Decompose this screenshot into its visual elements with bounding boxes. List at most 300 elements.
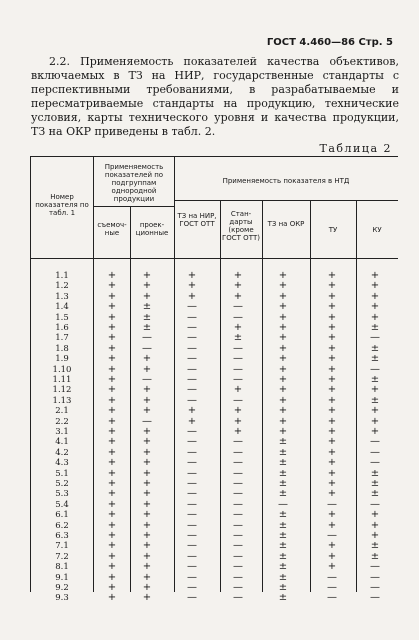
table-row [30, 583, 398, 593]
applicability-mark: — [187, 384, 197, 396]
applicability-mark: ± [278, 571, 288, 583]
applicability-mark: ± [370, 478, 380, 489]
applicability-mark: ± [233, 332, 243, 344]
applicability-mark: + [370, 415, 380, 427]
applicability-mark: + [327, 457, 337, 469]
applicability-mark: + [142, 426, 152, 437]
applicability-mark: + [142, 384, 152, 396]
applicability-mark: + [107, 426, 117, 437]
applicability-mark: + [278, 342, 288, 354]
applicability-mark: + [278, 290, 288, 302]
applicability-mark: + [107, 446, 117, 458]
applicability-mark: + [327, 519, 337, 531]
row-number: 9.2 [55, 583, 69, 593]
row-number: 7.1 [55, 541, 69, 552]
applicability-mark: + [107, 582, 117, 593]
applicability-mark: — [187, 332, 197, 344]
applicability-mark: — [187, 592, 197, 604]
applicability-mark: + [107, 332, 117, 344]
row-number: 1.11 [52, 375, 72, 385]
row-number: 1.13 [52, 395, 72, 406]
applicability-mark: — [233, 394, 243, 406]
applicability-mark: + [278, 363, 288, 375]
table-row [30, 302, 398, 312]
applicability-mark: ± [142, 311, 152, 323]
applicability-mark: — [187, 530, 197, 541]
applicability-mark: ± [278, 467, 288, 479]
applicability-mark: + [233, 280, 243, 292]
applicability-mark: + [327, 467, 337, 479]
applicability-mark: — [233, 498, 243, 510]
applicability-mark: + [233, 405, 243, 417]
applicability-mark: + [370, 270, 380, 281]
applicability-mark: — [233, 374, 243, 385]
applicability-mark: ± [278, 509, 288, 521]
table-row [30, 448, 398, 458]
applicability-mark: + [278, 301, 288, 313]
applicability-mark: + [233, 322, 243, 333]
applicability-mark: + [142, 582, 152, 593]
applicability-mark: + [278, 332, 288, 344]
applicability-mark: — [370, 436, 380, 448]
applicability-mark: — [370, 592, 380, 604]
applicability-mark: — [187, 322, 197, 333]
applicability-mark: — [233, 301, 243, 313]
applicability-mark: — [233, 342, 243, 354]
applicability-mark: + [107, 530, 117, 541]
applicability-mark: + [107, 436, 117, 448]
applicability-mark: + [107, 311, 117, 323]
table-row [30, 437, 398, 447]
applicability-mark: — [233, 446, 243, 458]
applicability-mark: + [278, 394, 288, 406]
row-number: 1.7 [55, 333, 69, 344]
applicability-mark: + [370, 426, 380, 437]
applicability-mark: + [327, 415, 337, 427]
row-number: 1.6 [55, 323, 69, 333]
applicability-mark: — [142, 332, 152, 344]
row-number: 5.4 [55, 499, 69, 510]
group1-rule [93, 206, 174, 207]
row-number: 1.1 [55, 271, 69, 281]
applicability-mark: — [187, 301, 197, 313]
applicability-mark: — [327, 530, 337, 541]
applicability-mark: ± [370, 540, 380, 552]
applicability-mark: + [107, 415, 117, 427]
applicability-mark: + [142, 561, 152, 573]
applicability-mark: — [370, 457, 380, 469]
applicability-mark: ± [370, 322, 380, 333]
table-row [30, 396, 398, 406]
applicability-mark: + [327, 561, 337, 573]
applicability-mark: + [278, 311, 288, 323]
table-row [30, 521, 398, 531]
row-number: 9.3 [55, 593, 69, 604]
applicability-mark: — [233, 363, 243, 375]
applicability-mark: + [327, 290, 337, 302]
applicability-mark: + [278, 426, 288, 437]
applicability-mark: + [278, 405, 288, 417]
applicability-mark: + [278, 280, 288, 292]
row-number: 1.10 [52, 364, 72, 375]
applicability-mark: + [107, 478, 117, 489]
applicability-mark: — [233, 353, 243, 365]
header-col-4: Стан-дарты (кроме ГОСТ ОТТ) [222, 210, 260, 242]
applicability-mark: ± [278, 446, 288, 458]
applicability-mark: ± [278, 582, 288, 593]
applicability-mark: + [327, 280, 337, 292]
row-number: 1.12 [52, 385, 72, 396]
row-number: 1.8 [55, 343, 69, 354]
applicability-mark: — [187, 457, 197, 469]
applicability-mark: + [107, 363, 117, 375]
table-row [30, 531, 398, 541]
applicability-mark: ± [370, 488, 380, 500]
row-number: 5.3 [55, 489, 69, 500]
applicability-mark: + [142, 446, 152, 458]
applicability-mark: — [142, 415, 152, 427]
header-group1: Применяемость показателей по подгруппам однородной продукции [104, 163, 164, 203]
applicability-mark: + [142, 592, 152, 604]
applicability-mark: + [327, 322, 337, 333]
table-row [30, 500, 398, 510]
applicability-mark: + [142, 436, 152, 448]
applicability-mark: + [187, 415, 197, 427]
applicability-mark: ± [278, 457, 288, 469]
table-row [30, 323, 398, 333]
applicability-mark: + [233, 290, 243, 302]
applicability-mark: + [327, 405, 337, 417]
applicability-mark: + [278, 415, 288, 427]
applicability-mark: + [233, 384, 243, 396]
table-row [30, 365, 398, 375]
applicability-mark: — [370, 561, 380, 573]
row-number: 9.1 [55, 572, 69, 583]
row-number: 8.1 [55, 562, 69, 573]
applicability-mark: — [187, 394, 197, 406]
applicability-mark: + [370, 405, 380, 417]
table-row [30, 354, 398, 364]
applicability-mark: + [142, 290, 152, 302]
table-row [30, 479, 398, 489]
applicability-mark: + [142, 540, 152, 552]
row-number: 4.3 [55, 458, 69, 469]
applicability-mark: — [187, 571, 197, 583]
applicability-mark: + [327, 332, 337, 344]
applicability-mark: — [233, 530, 243, 541]
applicability-mark: + [327, 311, 337, 323]
applicability-mark: — [233, 519, 243, 531]
table-row [30, 510, 398, 520]
applicability-mark: + [327, 488, 337, 500]
applicability-mark: + [107, 498, 117, 510]
table-top-rule [30, 156, 398, 157]
applicability-mark: ± [278, 519, 288, 531]
applicability-mark: — [142, 374, 152, 385]
table-header-rule [30, 258, 398, 259]
applicability-mark: — [233, 592, 243, 604]
table-row [30, 562, 398, 572]
applicability-mark: — [233, 457, 243, 469]
header-col-3: ТЗ на НИР, ГОСТ ОТТ [177, 212, 217, 228]
applicability-mark: + [327, 436, 337, 448]
applicability-mark: — [187, 488, 197, 500]
applicability-mark: + [327, 394, 337, 406]
row-number: 6.2 [55, 520, 69, 531]
table-row [30, 344, 398, 354]
applicability-mark: — [233, 436, 243, 448]
applicability-mark: — [187, 363, 197, 375]
applicability-mark: — [187, 540, 197, 552]
applicability-mark: ± [370, 394, 380, 406]
header-row-label: Номер показателя по табл. 1 [35, 193, 89, 217]
applicability-mark: + [107, 384, 117, 396]
applicability-mark: + [187, 405, 197, 417]
applicability-mark: — [233, 550, 243, 562]
applicability-mark: + [370, 280, 380, 292]
applicability-mark: + [327, 426, 337, 437]
applicability-mark: — [187, 436, 197, 448]
row-number: 5.1 [55, 468, 69, 479]
table-row [30, 573, 398, 583]
applicability-mark: ± [142, 301, 152, 313]
applicability-mark: — [187, 550, 197, 562]
applicability-mark: — [327, 571, 337, 583]
header-col-2: проек-ционные [135, 221, 169, 237]
applicability-mark: — [187, 342, 197, 354]
table-row [30, 552, 398, 562]
row-number: 3.1 [55, 427, 69, 437]
section-paragraph: 2.2. Применяемость показателей качества объективов, включаемых в ТЗ на НИР, государственные стандарты с перспективными требованиями, в разрабатываемые и пересматриваемые стандарты на продукцию, технические условия, карты технического уровня и качества продукции, ТЗ на ОКР приведены в табл. 2. [31, 55, 399, 138]
applicability-mark: — [233, 540, 243, 552]
header-col-6: ТУ [328, 226, 338, 234]
applicability-mark: + [327, 540, 337, 552]
applicability-mark: — [187, 478, 197, 489]
applicability-mark: ± [370, 374, 380, 385]
applicability-mark: + [107, 457, 117, 469]
table-row [30, 281, 398, 291]
applicability-mark: — [233, 467, 243, 479]
table-row [30, 313, 398, 323]
applicability-mark: + [142, 498, 152, 510]
applicability-mark: — [233, 571, 243, 583]
applicability-mark: + [278, 384, 288, 396]
applicability-mark: + [107, 509, 117, 521]
applicability-mark: + [233, 415, 243, 427]
applicability-mark: ± [278, 436, 288, 448]
row-number: 6.3 [55, 531, 69, 541]
applicability-mark: + [370, 530, 380, 541]
applicability-mark: + [107, 488, 117, 500]
applicability-mark: + [107, 342, 117, 354]
applicability-mark: — [187, 561, 197, 573]
table-row [30, 593, 398, 603]
header-col-1: съемоч-ные [97, 221, 127, 237]
applicability-mark: + [107, 540, 117, 552]
applicability-mark: + [142, 550, 152, 562]
table-row [30, 271, 398, 281]
header-group2: Применяемость показателя в НТД [222, 177, 350, 185]
applicability-mark: — [187, 426, 197, 437]
applicability-mark: + [187, 270, 197, 281]
applicability-mark: + [370, 290, 380, 302]
applicability-mark: + [233, 270, 243, 281]
row-number: 7.2 [55, 551, 69, 562]
applicability-mark: + [107, 301, 117, 313]
applicability-mark: + [142, 394, 152, 406]
row-number: 6.1 [55, 510, 69, 521]
applicability-mark: + [327, 384, 337, 396]
applicability-mark: — [233, 311, 243, 323]
applicability-mark: + [107, 592, 117, 604]
applicability-mark: + [370, 519, 380, 531]
group2-rule [174, 200, 398, 201]
applicability-mark: + [107, 561, 117, 573]
page-header: ГОСТ 4.460—86 Стр. 5 [266, 37, 393, 48]
applicability-mark: + [327, 301, 337, 313]
applicability-mark: + [107, 280, 117, 292]
applicability-mark: + [107, 467, 117, 479]
row-number: 2.1 [55, 406, 69, 417]
applicability-mark: + [142, 488, 152, 500]
applicability-mark: + [107, 270, 117, 281]
applicability-mark: ± [370, 467, 380, 479]
applicability-mark: + [107, 550, 117, 562]
header-col-5: ТЗ на ОКР [267, 220, 305, 228]
applicability-mark: + [142, 530, 152, 541]
applicability-mark: + [142, 405, 152, 417]
row-number: 1.3 [55, 291, 69, 302]
applicability-mark: + [233, 426, 243, 437]
applicability-mark: — [187, 498, 197, 510]
applicability-mark: + [327, 509, 337, 521]
applicability-mark: ± [370, 550, 380, 562]
table-row [30, 458, 398, 468]
applicability-mark: — [370, 571, 380, 583]
applicability-mark: — [370, 332, 380, 344]
applicability-mark: + [370, 311, 380, 323]
table-row [30, 385, 398, 395]
applicability-mark: + [370, 384, 380, 396]
applicability-mark: + [107, 322, 117, 333]
applicability-mark: + [278, 270, 288, 281]
applicability-mark: + [370, 301, 380, 313]
applicability-mark: — [187, 311, 197, 323]
table-row [30, 417, 398, 427]
table-row [30, 489, 398, 499]
applicability-mark: + [142, 270, 152, 281]
applicability-mark: + [187, 280, 197, 292]
applicability-mark: ± [142, 322, 152, 333]
applicability-mark: + [107, 374, 117, 385]
applicability-mark: + [327, 374, 337, 385]
applicability-mark: + [278, 322, 288, 333]
row-number: 1.5 [55, 312, 69, 323]
applicability-mark: + [278, 353, 288, 365]
applicability-mark: — [187, 374, 197, 385]
applicability-mark: + [142, 571, 152, 583]
applicability-mark: + [327, 478, 337, 489]
table-row [30, 333, 398, 343]
applicability-mark: + [327, 353, 337, 365]
applicability-mark: + [327, 550, 337, 562]
row-number: 1.2 [55, 281, 69, 292]
row-number: 1.9 [55, 354, 69, 365]
applicability-mark: + [327, 342, 337, 354]
applicability-mark: — [187, 467, 197, 479]
row-number: 5.2 [55, 479, 69, 489]
applicability-mark: + [142, 363, 152, 375]
applicability-mark: — [370, 363, 380, 375]
applicability-mark: ± [278, 478, 288, 489]
applicability-mark: — [187, 519, 197, 531]
applicability-mark: + [107, 519, 117, 531]
applicability-mark: + [142, 478, 152, 489]
row-number: 4.1 [55, 437, 69, 448]
table-row [30, 406, 398, 416]
applicability-mark: + [327, 363, 337, 375]
applicability-mark: — [327, 582, 337, 593]
applicability-mark: + [142, 519, 152, 531]
applicability-mark: ± [278, 540, 288, 552]
applicability-mark: ± [370, 353, 380, 365]
table-row [30, 541, 398, 551]
applicability-mark: ± [370, 342, 380, 354]
applicability-mark: — [370, 498, 380, 510]
applicability-mark: + [187, 290, 197, 302]
applicability-mark: — [233, 488, 243, 500]
table-row [30, 375, 398, 385]
applicability-mark: — [142, 342, 152, 354]
applicability-mark: — [233, 478, 243, 489]
applicability-mark: — [187, 582, 197, 593]
applicability-mark: + [142, 280, 152, 292]
applicability-mark: — [187, 509, 197, 521]
applicability-mark: + [278, 374, 288, 385]
applicability-mark: — [278, 498, 288, 510]
applicability-mark: ± [278, 550, 288, 562]
applicability-mark: ± [278, 530, 288, 541]
applicability-mark: ± [278, 488, 288, 500]
applicability-mark: + [107, 290, 117, 302]
applicability-mark: + [142, 509, 152, 521]
applicability-mark: — [187, 353, 197, 365]
row-number: 4.2 [55, 447, 69, 458]
table-row [30, 427, 398, 437]
applicability-mark: + [107, 353, 117, 365]
applicability-mark: — [327, 592, 337, 604]
applicability-mark: + [327, 270, 337, 281]
applicability-mark: + [142, 467, 152, 479]
applicability-mark: ± [278, 561, 288, 573]
applicability-mark: + [327, 446, 337, 458]
applicability-mark: + [107, 405, 117, 417]
applicability-mark: — [187, 446, 197, 458]
applicability-mark: + [142, 457, 152, 469]
applicability-mark: + [107, 394, 117, 406]
applicability-mark: — [370, 446, 380, 458]
applicability-mark: — [233, 509, 243, 521]
row-number: 2.2 [55, 416, 69, 427]
applicability-mark: — [327, 498, 337, 510]
applicability-mark: + [142, 353, 152, 365]
applicability-mark: — [233, 582, 243, 593]
applicability-mark: + [107, 571, 117, 583]
applicability-mark: — [370, 582, 380, 593]
applicability-mark: ± [278, 592, 288, 604]
applicability-mark: + [370, 509, 380, 521]
row-number: 1.4 [55, 302, 69, 313]
